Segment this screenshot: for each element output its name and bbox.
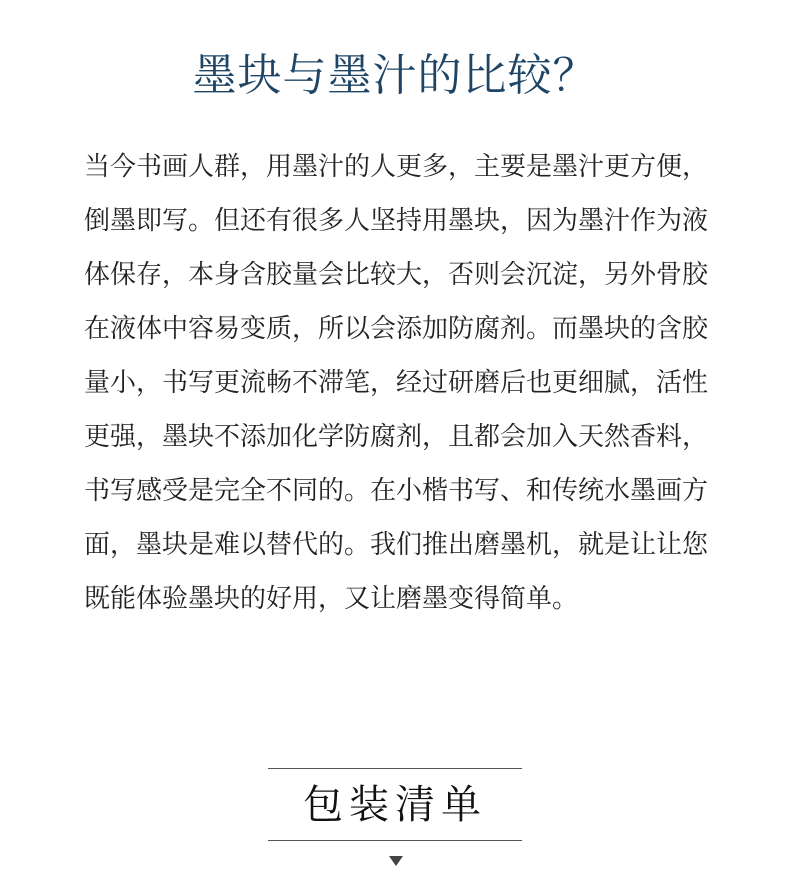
- triangle-down-icon: [389, 856, 403, 866]
- section-title: 包装清单: [303, 782, 487, 828]
- page-title: 墨块与墨汁的比较？: [192, 50, 598, 101]
- section-divider-top: [268, 768, 522, 769]
- section-divider-bottom: [268, 840, 522, 841]
- article-paragraph: 当今书画人群，用墨汁的人更多，主要是墨汁更方便，倒墨即写。但还有很多人坚持用墨块，因为墨汁作为液体保存，本身含胶量会比较大，否则会沉淀，另外骨胶在液体中容易变质，所以会添加防腐剂。而墨块的含胶量小，书写更流畅不滞笔，经过研磨后也更细腻，活性更强，墨块不添加化学防腐剂，且都会加入天然香料，书写感受是完全不同的。在小楷书写、和传统水墨画方面，墨块是难以替代的。我们推出磨墨机，就是让让您既能体验墨块的好用，又让磨墨变得简单。: [84, 152, 709, 614]
